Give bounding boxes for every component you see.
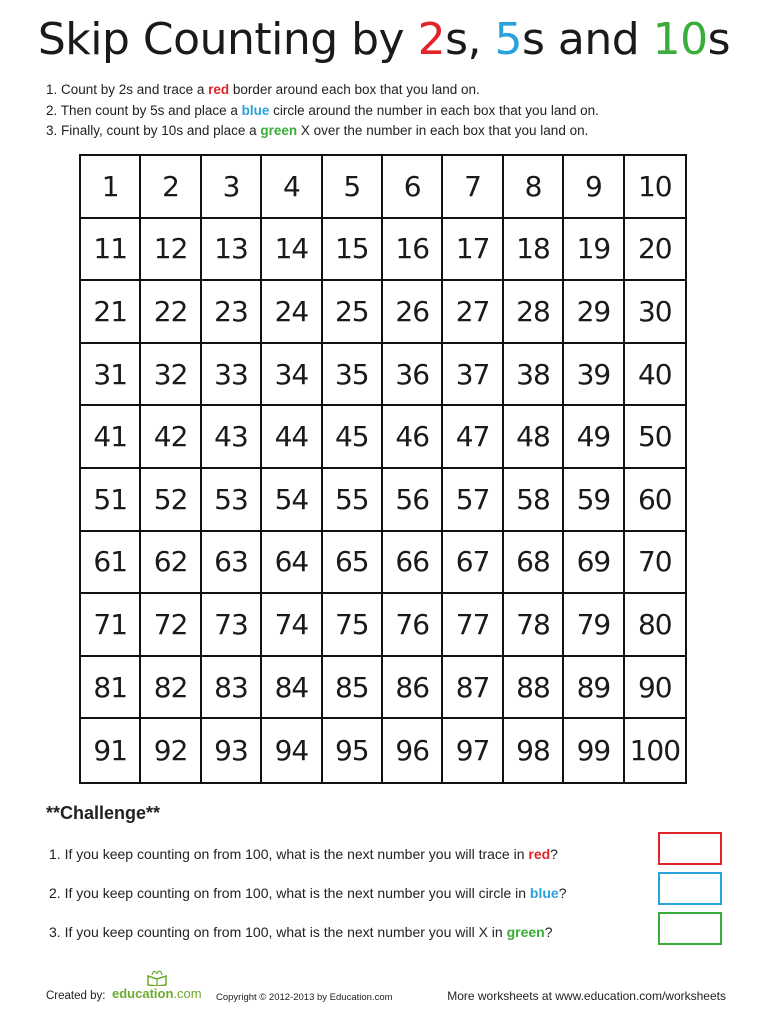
number-cell[interactable]: 25 bbox=[323, 281, 383, 344]
number-cell[interactable]: 43 bbox=[202, 406, 262, 469]
number-cell[interactable]: 82 bbox=[141, 657, 201, 720]
instruction-text: 1. Count by 2s and trace a bbox=[46, 82, 209, 97]
instructions bbox=[46, 80, 746, 142]
education-logo[interactable] bbox=[112, 970, 202, 1006]
number-cell[interactable]: 95 bbox=[323, 719, 383, 782]
number-cell[interactable]: 16 bbox=[383, 219, 443, 282]
number-cell[interactable]: 44 bbox=[262, 406, 322, 469]
number-cell[interactable]: 45 bbox=[323, 406, 383, 469]
instruction-2 bbox=[46, 101, 746, 122]
more-worksheets-link[interactable]: More worksheets at www.education.com/worksheets bbox=[447, 989, 726, 1003]
number-cell[interactable]: 15 bbox=[323, 219, 383, 282]
number-cell[interactable]: 93 bbox=[202, 719, 262, 782]
number-cell[interactable]: 79 bbox=[564, 594, 624, 657]
number-cell[interactable]: 20 bbox=[625, 219, 685, 282]
book-icon bbox=[146, 970, 168, 986]
keyword-blue: blue bbox=[241, 102, 270, 118]
number-cell[interactable]: 40 bbox=[625, 344, 685, 407]
created-by-label: Created by: bbox=[46, 990, 106, 1002]
number-cell[interactable]: 37 bbox=[443, 344, 503, 407]
number-cell[interactable]: 94 bbox=[262, 719, 322, 782]
answer-box-red[interactable] bbox=[658, 832, 722, 865]
number-cell[interactable]: 74 bbox=[262, 594, 322, 657]
logo-suffix: .com bbox=[173, 986, 202, 1001]
number-cell[interactable]: 91 bbox=[81, 719, 141, 782]
number-cell[interactable]: 7 bbox=[443, 156, 503, 219]
number-cell[interactable]: 54 bbox=[262, 469, 322, 532]
number-cell[interactable]: 85 bbox=[323, 657, 383, 720]
number-cell[interactable]: 21 bbox=[81, 281, 141, 344]
number-cell[interactable]: 90 bbox=[625, 657, 685, 720]
number-cell[interactable]: 9 bbox=[564, 156, 624, 219]
number-cell[interactable]: 46 bbox=[383, 406, 443, 469]
instruction-text: X over the number in each box that you land on. bbox=[297, 123, 589, 138]
question-text: ? bbox=[544, 924, 553, 940]
instruction-text: 2. Then count by 5s and place a bbox=[46, 102, 242, 118]
number-cell[interactable]: 61 bbox=[81, 532, 141, 595]
number-cell[interactable]: 36 bbox=[383, 344, 443, 407]
answer-box-green[interactable] bbox=[658, 912, 722, 945]
number-cell[interactable]: 70 bbox=[625, 532, 685, 595]
number-cell[interactable]: 49 bbox=[564, 406, 624, 469]
number-cell[interactable]: 5 bbox=[323, 156, 383, 219]
title-text: s, bbox=[445, 14, 495, 65]
number-cell[interactable]: 35 bbox=[323, 344, 383, 407]
keyword-red: red bbox=[528, 846, 551, 862]
question-text: ? bbox=[558, 885, 567, 901]
number-cell[interactable]: 63 bbox=[202, 532, 262, 595]
title-text: s bbox=[707, 14, 731, 65]
number-cell[interactable]: 48 bbox=[504, 406, 564, 469]
number-cell[interactable]: 18 bbox=[504, 219, 564, 282]
challenge-title: **Challenge** bbox=[46, 803, 161, 823]
footer bbox=[46, 984, 726, 1008]
number-cell[interactable]: 1 bbox=[81, 156, 141, 219]
number-cell[interactable]: 65 bbox=[323, 532, 383, 595]
number-cell[interactable]: 58 bbox=[504, 469, 564, 532]
number-cell[interactable]: 28 bbox=[504, 281, 564, 344]
number-cell[interactable]: 22 bbox=[141, 281, 201, 344]
number-cell[interactable]: 62 bbox=[141, 532, 201, 595]
number-cell[interactable]: 57 bbox=[443, 469, 503, 532]
keyword-blue: blue bbox=[529, 885, 559, 901]
number-cell[interactable]: 75 bbox=[323, 594, 383, 657]
number-cell[interactable]: 42 bbox=[141, 406, 201, 469]
number-cell[interactable]: 41 bbox=[81, 406, 141, 469]
number-cell[interactable]: 77 bbox=[443, 594, 503, 657]
number-cell[interactable]: 84 bbox=[262, 657, 322, 720]
number-cell[interactable]: 32 bbox=[141, 344, 201, 407]
number-cell[interactable]: 86 bbox=[383, 657, 443, 720]
number-cell[interactable]: 29 bbox=[564, 281, 624, 344]
number-cell[interactable]: 87 bbox=[443, 657, 503, 720]
challenge-question-3 bbox=[49, 924, 553, 940]
number-cell[interactable]: 26 bbox=[383, 281, 443, 344]
number-cell[interactable]: 88 bbox=[504, 657, 564, 720]
number-cell[interactable]: 59 bbox=[564, 469, 624, 532]
instruction-text: circle around the number in each box that you land on. bbox=[269, 102, 599, 118]
number-cell[interactable]: 80 bbox=[625, 594, 685, 657]
number-cell[interactable]: 83 bbox=[202, 657, 262, 720]
number-cell[interactable]: 12 bbox=[141, 219, 201, 282]
number-cell[interactable]: 67 bbox=[443, 532, 503, 595]
number-cell[interactable]: 39 bbox=[564, 344, 624, 407]
answer-box-blue[interactable] bbox=[658, 872, 722, 905]
question-text: ? bbox=[550, 846, 558, 862]
number-cell[interactable]: 60 bbox=[625, 469, 685, 532]
number-cell[interactable]: 6 bbox=[383, 156, 443, 219]
number-cell[interactable]: 38 bbox=[504, 344, 564, 407]
title-number-10: 10 bbox=[652, 14, 708, 65]
number-cell[interactable]: 78 bbox=[504, 594, 564, 657]
keyword-green: green bbox=[506, 924, 545, 940]
number-cell[interactable]: 23 bbox=[202, 281, 262, 344]
number-cell[interactable]: 55 bbox=[323, 469, 383, 532]
worksheet-title bbox=[0, 14, 768, 65]
number-cell[interactable]: 98 bbox=[504, 719, 564, 782]
challenge-question-1 bbox=[49, 846, 558, 862]
number-cell[interactable]: 76 bbox=[383, 594, 443, 657]
number-cell[interactable]: 31 bbox=[81, 344, 141, 407]
question-text: 1. If you keep counting on from 100, what is the next number you will trace in bbox=[49, 846, 529, 862]
logo-wordmark bbox=[112, 986, 202, 1001]
keyword-green: green bbox=[260, 123, 298, 138]
number-cell[interactable]: 56 bbox=[383, 469, 443, 532]
number-cell[interactable]: 10 bbox=[625, 156, 685, 219]
question-text: 3. If you keep counting on from 100, what is the next number you will X in bbox=[49, 924, 507, 940]
number-cell[interactable]: 64 bbox=[262, 532, 322, 595]
logo-name: education bbox=[112, 986, 174, 1001]
number-cell[interactable]: 11 bbox=[81, 219, 141, 282]
number-cell[interactable]: 24 bbox=[262, 281, 322, 344]
number-cell[interactable]: 68 bbox=[504, 532, 564, 595]
number-cell[interactable]: 52 bbox=[141, 469, 201, 532]
number-cell[interactable]: 34 bbox=[262, 344, 322, 407]
number-cell[interactable]: 51 bbox=[81, 469, 141, 532]
number-cell[interactable]: 53 bbox=[202, 469, 262, 532]
number-cell[interactable]: 8 bbox=[504, 156, 564, 219]
number-cell[interactable]: 3 bbox=[202, 156, 262, 219]
number-cell[interactable]: 50 bbox=[625, 406, 685, 469]
number-cell[interactable]: 33 bbox=[202, 344, 262, 407]
number-cell[interactable]: 47 bbox=[443, 406, 503, 469]
number-cell[interactable]: 97 bbox=[443, 719, 503, 782]
copyright-text: Copyright © 2012-2013 by Education.com bbox=[216, 992, 393, 1003]
hundred-chart bbox=[79, 154, 687, 784]
title-number-5: 5 bbox=[494, 14, 522, 65]
number-cell[interactable]: 92 bbox=[141, 719, 201, 782]
number-cell[interactable]: 13 bbox=[202, 219, 262, 282]
instruction-3 bbox=[46, 121, 746, 142]
number-cell[interactable]: 17 bbox=[443, 219, 503, 282]
number-cell[interactable]: 71 bbox=[81, 594, 141, 657]
title-text: Skip Counting by bbox=[37, 14, 418, 65]
challenge-question-2 bbox=[49, 885, 567, 901]
number-cell[interactable]: 99 bbox=[564, 719, 624, 782]
number-cell[interactable]: 96 bbox=[383, 719, 443, 782]
number-cell[interactable]: 30 bbox=[625, 281, 685, 344]
instruction-text: 3. Finally, count by 10s and place a bbox=[46, 123, 261, 138]
number-cell[interactable]: 14 bbox=[262, 219, 322, 282]
number-cell[interactable]: 100 bbox=[629, 734, 681, 768]
number-cell[interactable]: 69 bbox=[564, 532, 624, 595]
title-number-2: 2 bbox=[417, 14, 446, 65]
number-cell[interactable]: 73 bbox=[202, 594, 262, 657]
instruction-1 bbox=[46, 80, 746, 101]
number-cell[interactable]: 19 bbox=[564, 219, 624, 282]
question-text: 2. If you keep counting on from 100, what is the next number you will circle in bbox=[49, 885, 530, 901]
number-cell[interactable]: 27 bbox=[443, 281, 503, 344]
keyword-red: red bbox=[208, 82, 230, 97]
number-cell[interactable]: 66 bbox=[383, 532, 443, 595]
number-cell[interactable]: 89 bbox=[564, 657, 624, 720]
title-text: s and bbox=[521, 14, 653, 65]
number-cell[interactable]: 72 bbox=[141, 594, 201, 657]
number-cell[interactable]: 4 bbox=[262, 156, 322, 219]
number-cell[interactable]: 81 bbox=[81, 657, 141, 720]
number-cell[interactable]: 2 bbox=[141, 156, 201, 219]
instruction-text: border around each box that you land on. bbox=[229, 82, 480, 97]
